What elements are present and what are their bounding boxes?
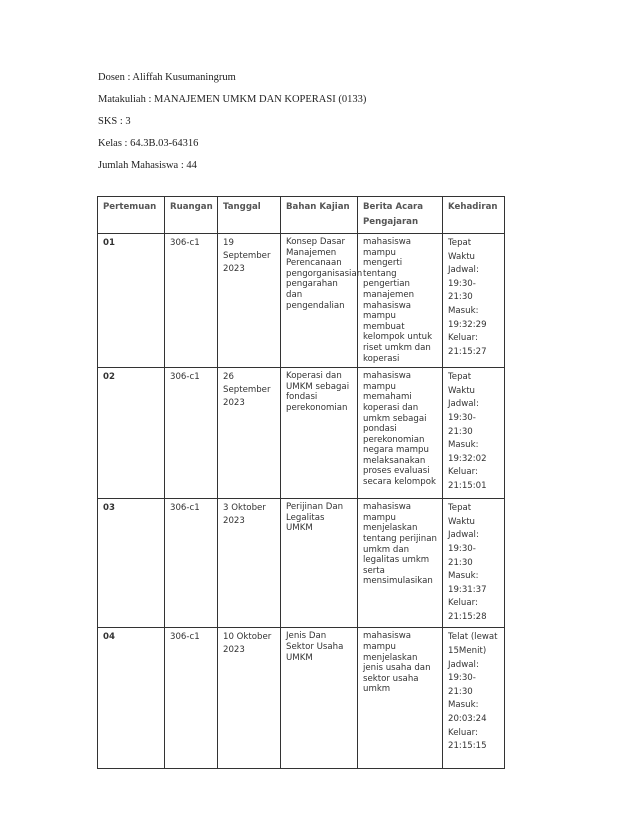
date-cell: 3 Oktober 2023 — [218, 499, 281, 628]
room-cell: 306-c1 — [165, 234, 218, 368]
attendance-table — [97, 196, 505, 769]
course-line: Matakuliah : MANAJEMEN UMKM DAN KOPERASI (0133) — [98, 94, 367, 105]
room-cell: 306-c1 — [165, 368, 218, 499]
attendance-cell: Tepat Waktu Jadwal: 19:30-21:30 Masuk: 19:32:02 Keluar: 21:15:01 — [443, 368, 505, 499]
table-header-row — [98, 197, 505, 234]
teaching-report-cell: mahasiswa mampu mengerti tentang pengertian manajemen mahasiswa mampu membuat kelompok untuk riset umkm dan koperasi — [358, 234, 443, 368]
table-row — [98, 368, 505, 499]
teaching-report-cell: mahasiswa mampu menjelaskan tentang perijinan umkm dan legalitas umkm serta mensimulasikan — [358, 499, 443, 628]
attendance-cell: Tepat Waktu Jadwal: 19:30-21:30 Masuk: 19:32:29 Keluar: 21:15:27 — [443, 234, 505, 368]
attendance-cell: Telat (lewat 15Menit) Jadwal: 19:30-21:30 Masuk: 20:03:24 Keluar: 21:15:15 — [443, 628, 505, 769]
student-count-line: Jumlah Mahasiswa : 44 — [98, 160, 197, 171]
credits-line: SKS : 3 — [98, 116, 131, 127]
meeting-number: 04 — [98, 628, 165, 769]
column-header-bahan-kajian: Bahan Kajian — [281, 197, 358, 234]
attendance-cell: Tepat Waktu Jadwal: 19:30-21:30 Masuk: 19:31:37 Keluar: 21:15:28 — [443, 499, 505, 628]
column-header-berita-acara: Berita Acara Pengajaran — [358, 197, 443, 234]
table-row — [98, 499, 505, 628]
topic-cell: Koperasi dan UMKM sebagai fondasi perekonomian — [281, 368, 358, 499]
class-line: Kelas : 64.3B.03-64316 — [98, 138, 199, 149]
topic-cell: Konsep Dasar Manajemen Perencanaan pengorganisasian pengarahan dan pengendalian — [281, 234, 358, 368]
column-header-kehadiran: Kehadiran — [443, 197, 505, 234]
meeting-number: 01 — [98, 234, 165, 368]
column-header-pertemuan: Pertemuan — [98, 197, 165, 234]
meeting-number: 03 — [98, 499, 165, 628]
lecturer-line: Dosen : Aliffah Kusumaningrum — [98, 72, 236, 83]
topic-cell: Jenis Dan Sektor Usaha UMKM — [281, 628, 358, 769]
date-cell: 10 Oktober 2023 — [218, 628, 281, 769]
date-cell: 26 September 2023 — [218, 368, 281, 499]
table-row — [98, 628, 505, 769]
topic-cell: Perijinan Dan Legalitas UMKM — [281, 499, 358, 628]
date-cell: 19 September 2023 — [218, 234, 281, 368]
column-header-tanggal: Tanggal — [218, 197, 281, 234]
table-row — [98, 234, 505, 368]
teaching-report-cell: mahasiswa mampu memahami koperasi dan umkm sebagai pondasi perekonomian negara mampu melaksanakan proses evaluasi secara kelompok — [358, 368, 443, 499]
meeting-number: 02 — [98, 368, 165, 499]
teaching-report-cell: mahasiswa mampu menjelaskan jenis usaha dan sektor usaha umkm — [358, 628, 443, 769]
room-cell: 306-c1 — [165, 499, 218, 628]
room-cell: 306-c1 — [165, 628, 218, 769]
column-header-ruangan: Ruangan — [165, 197, 218, 234]
